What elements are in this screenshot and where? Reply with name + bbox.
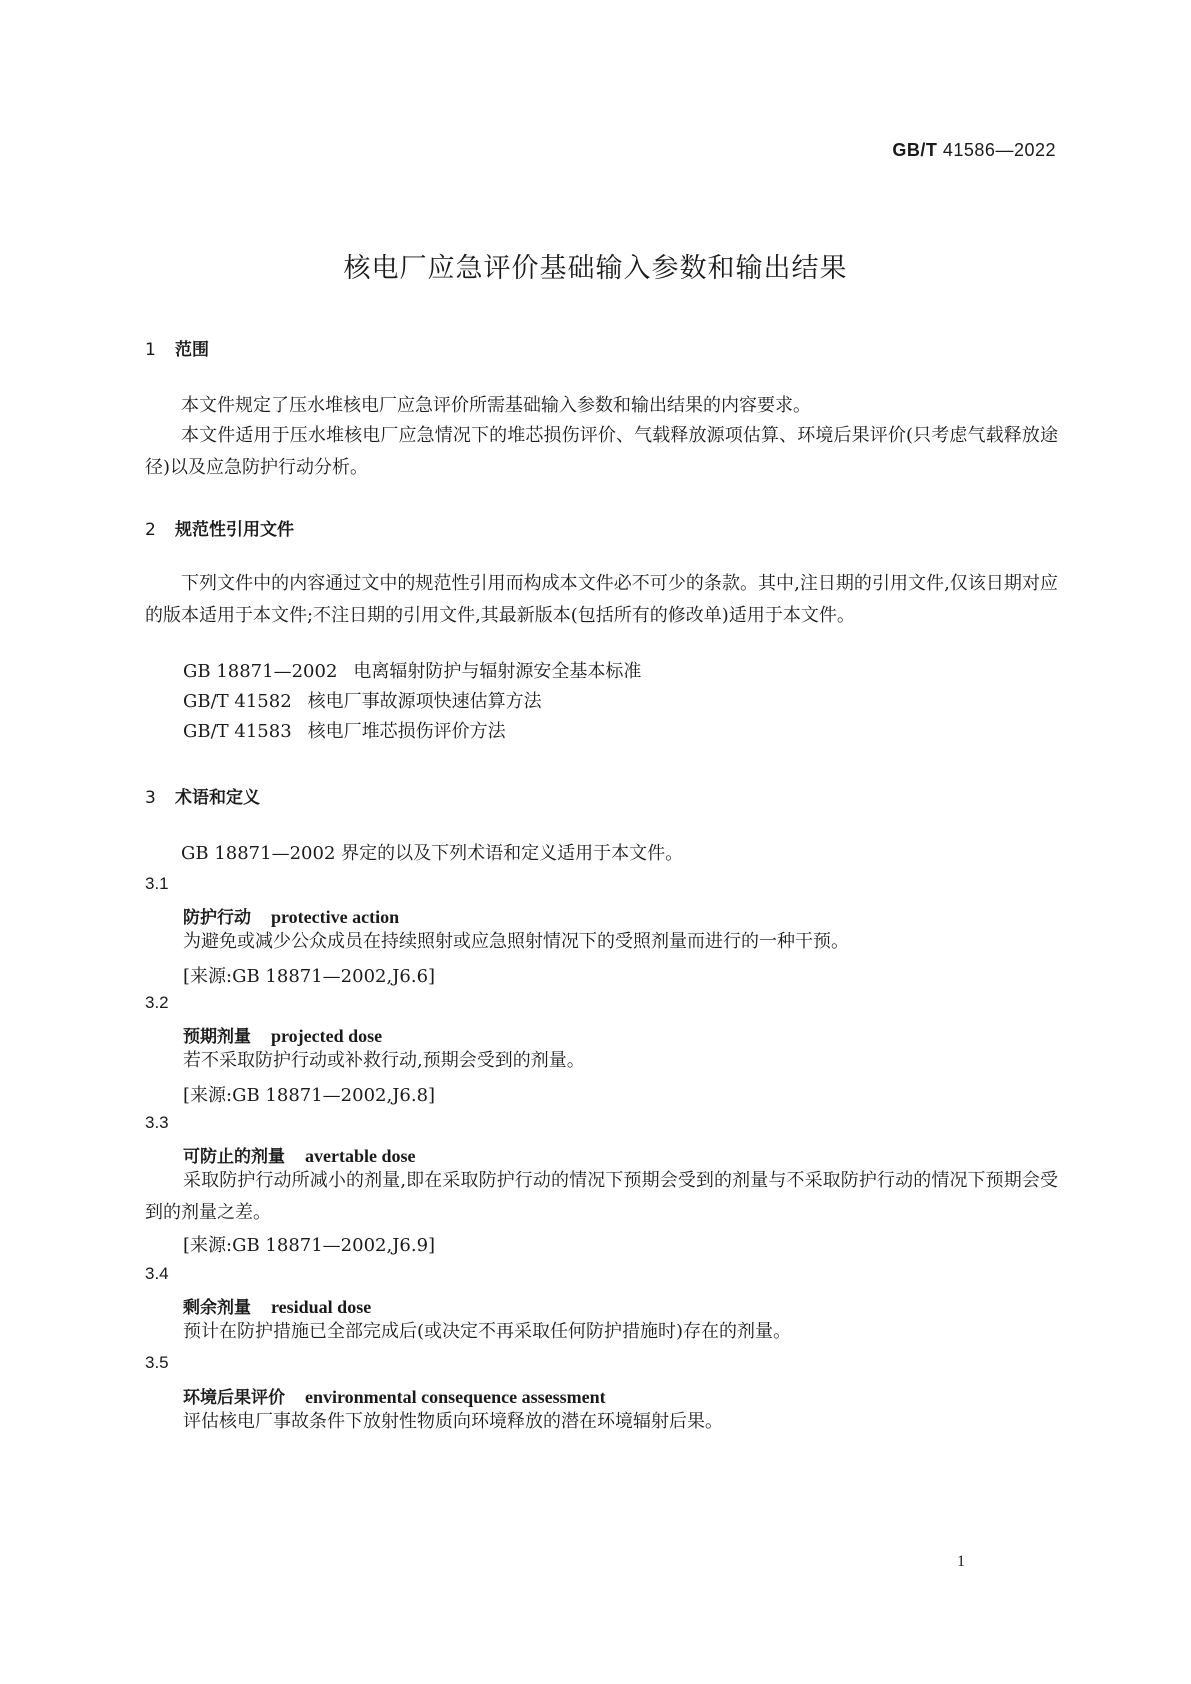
standard-number: GB/T 41586—2022 xyxy=(892,140,1056,160)
term-number: 3.5 xyxy=(145,1353,169,1372)
section-heading-terms: 3 术语和定义 xyxy=(145,788,260,808)
terms-intro: GB 18871—2002 界定的以及下列术语和定义适用于本文件。 xyxy=(181,843,684,864)
term-name: 预期剂量 projected dose xyxy=(183,1026,383,1047)
scope-paragraph-1: 本文件规定了压水堆核电厂应急评价所需基础输入参数和输出结果的内容要求。 xyxy=(181,395,811,416)
term-name: 可防止的剂量 avertable dose xyxy=(183,1146,416,1167)
scope-paragraph-2: 本文件适用于压水堆核电厂应急情况下的堆芯损伤评价、气载释放源项估算、环境后果评价(只考虑气载释放途径)以及应急防护行动分析。 xyxy=(145,425,1058,478)
term-name: 剩余剂量 residual dose xyxy=(183,1297,372,1318)
section-heading-normative-references: 2 规范性引用文件 xyxy=(145,520,294,540)
section-heading-scope: 1 范围 xyxy=(145,340,209,360)
term-name: 环境后果评价 environmental consequence assessment xyxy=(183,1387,606,1408)
term-number: 3.2 xyxy=(145,993,169,1012)
term-name: 防护行动 protective action xyxy=(183,907,400,928)
term-number: 3.4 xyxy=(145,1264,169,1283)
term-definition: 采取防护行动所减小的剂量,即在采取防护行动的情况下预期会受到的剂量与不采取防护行动的情况下预期会受到的剂量之差。 xyxy=(145,1170,1058,1223)
reference-item: GB/T 41583 核电厂堆芯损伤评价方法 xyxy=(183,721,506,742)
reference-item: GB 18871—2002 电离辐射防护与辐射源安全基本标准 xyxy=(183,661,642,682)
term-source: [来源:GB 18871—2002,J6.8] xyxy=(183,1085,436,1106)
page-number: 1 xyxy=(957,1553,965,1570)
term-definition: 预计在防护措施已全部完成后(或决定不再采取任何防护措施时)存在的剂量。 xyxy=(183,1321,792,1342)
references-paragraph: 下列文件中的内容通过文中的规范性引用而构成本文件必不可少的条款。其中,注日期的引用文件,仅该日期对应的版本适用于本文件;不注日期的引用文件,其最新版本(包括所有的修改单)适用于本文件。 xyxy=(145,573,1058,626)
term-definition: 评估核电厂事故条件下放射性物质向环境释放的潜在环境辐射后果。 xyxy=(183,1411,723,1432)
reference-item: GB/T 41582 核电厂事故源项快速估算方法 xyxy=(183,691,542,712)
term-source: [来源:GB 18871—2002,J6.6] xyxy=(183,966,436,987)
term-number: 3.3 xyxy=(145,1113,169,1132)
document-title: 核电厂应急评价基础输入参数和输出结果 xyxy=(343,253,848,284)
term-definition: 为避免或减少公众成员在持续照射或应急照射情况下的受照剂量而进行的一种干预。 xyxy=(183,931,849,952)
term-source: [来源:GB 18871—2002,J6.9] xyxy=(183,1235,436,1256)
term-number: 3.1 xyxy=(145,874,169,893)
term-definition: 若不采取防护行动或补救行动,预期会受到的剂量。 xyxy=(183,1050,585,1071)
